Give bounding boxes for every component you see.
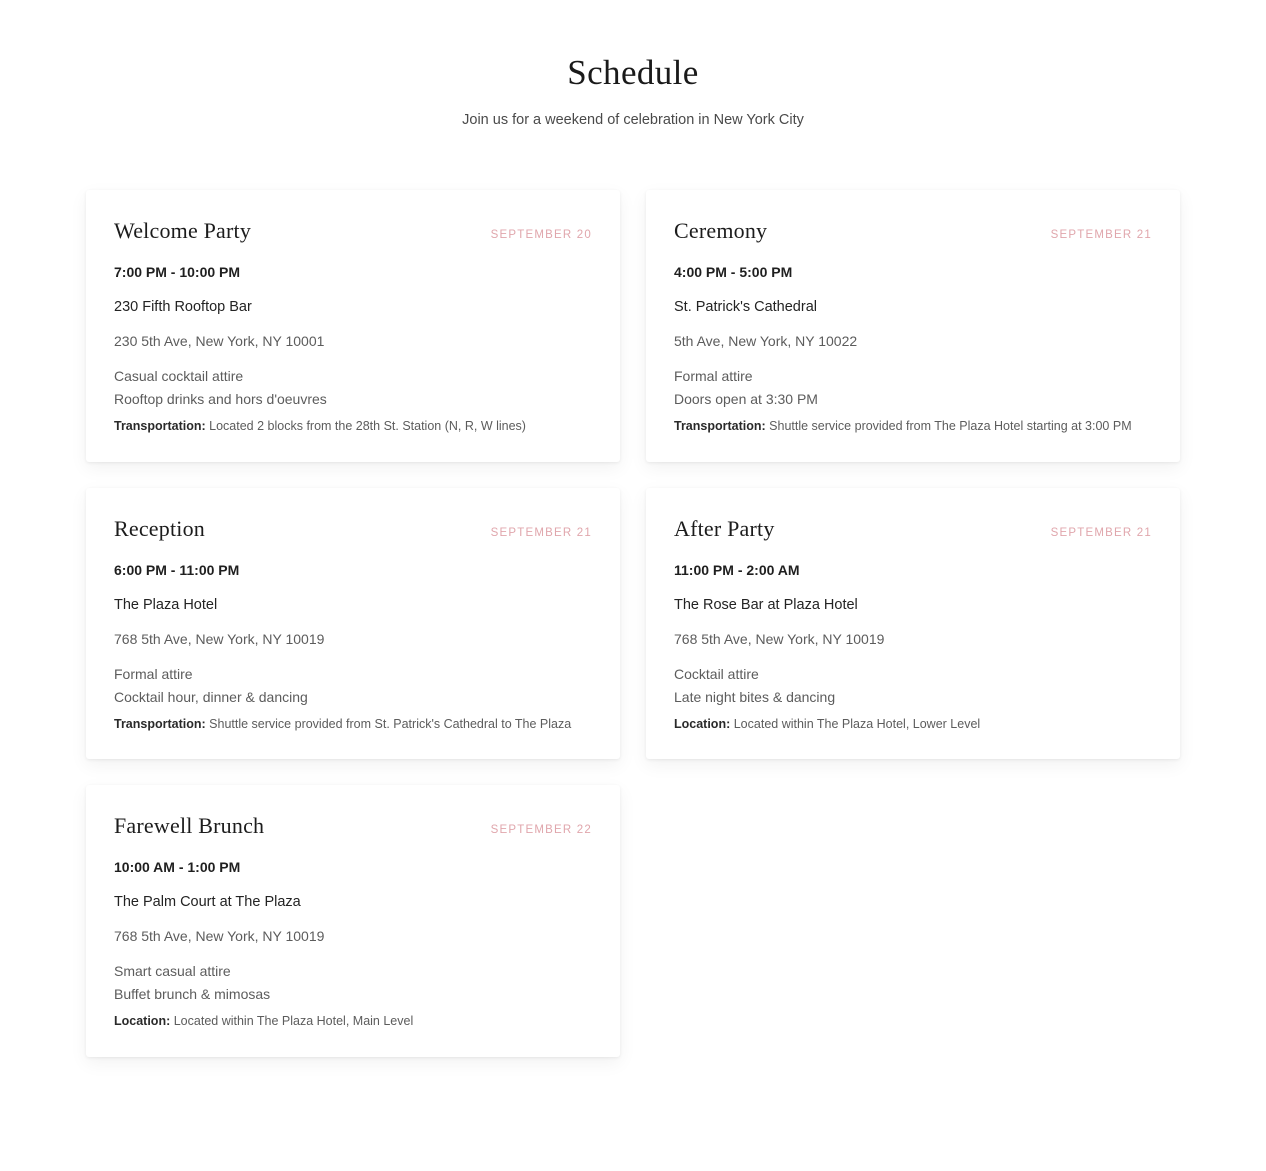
event-time: 11:00 PM - 2:00 AM: [674, 561, 800, 578]
event-note: [674, 417, 1152, 435]
event-note-text: Shuttle service provided from The Plaza Hotel starting at 3:00 PM: [769, 419, 1132, 434]
page-subtitle: Join us for a weekend of celebration in New York City: [462, 112, 804, 128]
event-note-text: Located 2 blocks from the 28th St. Station (N, R, W lines): [209, 419, 526, 434]
event-note-text: Located within The Plaza Hotel, Lower Level: [733, 716, 981, 731]
event-details: Cocktail hour, dinner & dancing: [114, 688, 308, 705]
event-venue: St. Patrick's Cathedral: [674, 299, 817, 316]
event-note: [114, 1012, 592, 1030]
event-card-header: [114, 218, 592, 244]
event-title: Ceremony: [674, 218, 768, 243]
event-venue: The Rose Bar at Plaza Hotel: [674, 596, 858, 613]
event-details: Rooftop drinks and hors d'oeuvres: [114, 391, 327, 408]
event-attire: Smart casual attire: [114, 963, 231, 980]
event-details: Late night bites & dancing: [674, 688, 836, 705]
event-note-label: Location:: [674, 716, 731, 731]
event-title: After Party: [674, 515, 775, 541]
event-time: 7:00 PM - 10:00 PM: [114, 264, 241, 281]
event-card: [646, 488, 1180, 760]
event-card: [646, 190, 1180, 462]
event-note-label: Transportation:: [114, 716, 206, 731]
event-note: [114, 417, 592, 435]
event-card-header: [114, 516, 592, 542]
event-attire: Formal attire: [114, 665, 193, 682]
event-time: 4:00 PM - 5:00 PM: [674, 264, 793, 281]
event-date: SEPTEMBER 21: [490, 526, 592, 539]
event-address: 768 5th Ave, New York, NY 10019: [114, 630, 325, 647]
event-venue: 230 Fifth Rooftop Bar: [114, 299, 252, 316]
event-card-header: [674, 516, 1152, 542]
event-attire: Casual cocktail attire: [114, 368, 244, 385]
event-title: Reception: [114, 515, 205, 541]
event-details: Doors open at 3:30 PM: [674, 391, 818, 408]
event-date: SEPTEMBER 20: [490, 229, 592, 241]
event-attire: Formal attire: [674, 368, 753, 385]
event-card: [86, 190, 620, 462]
event-note-text: Located within The Plaza Hotel, Main Level: [173, 1014, 414, 1029]
event-note-label: Transportation:: [114, 419, 206, 434]
event-date: SEPTEMBER 21: [1050, 229, 1152, 241]
event-card-header: [674, 218, 1152, 244]
event-address: 768 5th Ave, New York, NY 10019: [114, 928, 325, 945]
event-date: SEPTEMBER 21: [1050, 526, 1152, 539]
event-address: 230 5th Ave, New York, NY 10001: [114, 333, 325, 350]
event-time: 10:00 AM - 1:00 PM: [114, 859, 241, 876]
event-title: Farewell Brunch: [114, 813, 265, 839]
event-date: SEPTEMBER 22: [490, 824, 592, 837]
event-card: [86, 488, 620, 760]
event-venue: The Plaza Hotel: [114, 596, 218, 613]
event-note-text: Shuttle service provided from St. Patrick's Cathedral to The Plaza: [209, 716, 572, 731]
event-time: 6:00 PM - 11:00 PM: [114, 561, 240, 578]
event-note-label: Location:: [114, 1014, 171, 1029]
event-details: Buffet brunch & mimosas: [114, 986, 271, 1003]
schedule-card-grid: [86, 190, 1180, 1057]
event-card: [86, 785, 620, 1057]
page-header: [0, 52, 1266, 128]
event-note: [674, 715, 1152, 733]
event-venue: The Palm Court at The Plaza: [114, 894, 301, 911]
event-card-header: [114, 813, 592, 839]
event-title: Welcome Party: [114, 218, 252, 243]
page-title: Schedule: [567, 53, 699, 92]
event-attire: Cocktail attire: [674, 665, 759, 682]
event-note: [114, 715, 592, 733]
event-address: 768 5th Ave, New York, NY 10019: [674, 630, 885, 647]
event-address: 5th Ave, New York, NY 10022: [674, 333, 858, 350]
event-note-label: Transportation:: [674, 419, 766, 434]
